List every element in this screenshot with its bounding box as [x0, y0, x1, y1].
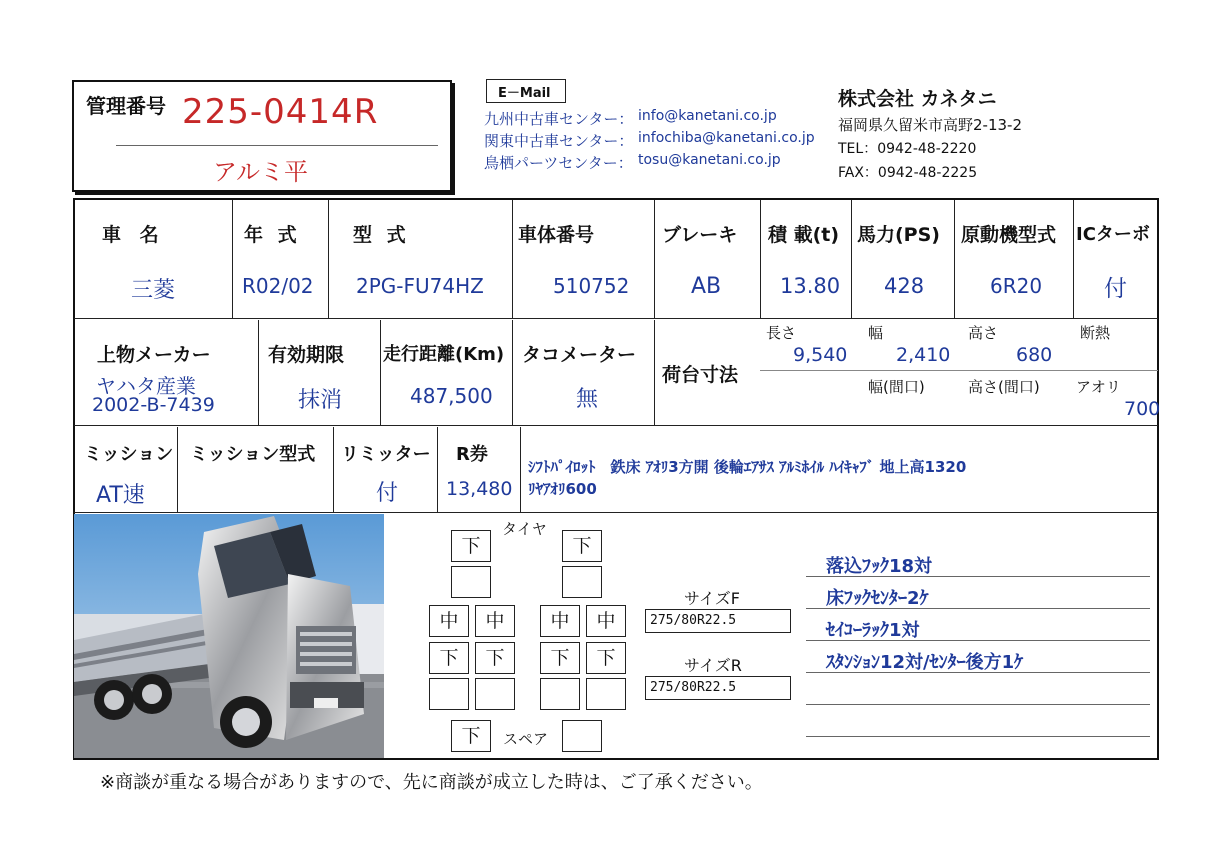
equipment-underline: [806, 640, 1150, 641]
value-width: 2,410: [896, 344, 951, 366]
tire-mid-4: 中: [586, 605, 626, 637]
equipment-underline: [806, 672, 1150, 673]
equipment-item: 落込ﾌｯｸ18対: [826, 556, 933, 577]
size-f-label: サイズF: [684, 589, 740, 608]
label-engine: 原動機型式: [961, 224, 1057, 246]
label-brake: ブレーキ: [662, 224, 738, 246]
row-divider-2: [74, 425, 1158, 426]
row-divider-3: [74, 512, 1158, 513]
tire-front-left-inner: [451, 566, 491, 598]
value-aori: 700: [1124, 398, 1161, 420]
value-length: 9,540: [793, 344, 848, 366]
value-height: 680: [1016, 344, 1053, 366]
equipment-underline: [806, 704, 1150, 705]
tire-rear-3: 下: [540, 642, 580, 674]
label-load: 積 載(t): [768, 224, 840, 246]
tire-rear-6: [475, 678, 515, 710]
r1-sep: [232, 200, 233, 318]
value-tachometer: 無: [576, 387, 599, 412]
body-type: アルミ平: [213, 158, 309, 186]
tire-mid-1: 中: [429, 605, 469, 637]
label-model: 型 式: [353, 224, 410, 246]
value-brake: AB: [691, 274, 722, 299]
r2-sep: [654, 320, 655, 425]
label-width: 幅: [868, 324, 884, 342]
kanri-number: 225-0414R: [182, 92, 379, 132]
label-r-ken: R券: [456, 444, 488, 465]
r2-sep: [258, 320, 259, 425]
equipment-item: ｽﾀﾝｼｮﾝ12対/ｾﾝﾀｰ後方1ｹ: [826, 652, 1024, 673]
value-chassis: 510752: [553, 274, 630, 298]
value-expiry: 抹消: [298, 388, 343, 413]
tire-rear-8: [586, 678, 626, 710]
value-hp: 428: [884, 274, 925, 298]
size-f-value: 275/80R22.5: [650, 613, 737, 628]
r1-sep: [328, 200, 329, 318]
r2-sep: [512, 320, 513, 425]
label-length: 長さ: [766, 324, 797, 342]
value-mission: AT速: [96, 483, 145, 508]
tire-mid-2: 中: [475, 605, 515, 637]
size-r-label: サイズR: [684, 656, 742, 675]
label-expiry: 有効期限: [268, 344, 345, 366]
equipment-underline: [806, 576, 1150, 577]
r3-sep: [177, 427, 178, 512]
value-mileage: 487,500: [410, 384, 493, 408]
label-mileage: 走行距離(Km): [383, 344, 505, 365]
company-tel: TEL：0942-48-2220: [838, 141, 977, 157]
contact-center-3: 鳥栖パーツセンター：: [484, 154, 633, 172]
r3-sep: [520, 427, 521, 512]
value-limiter: 付: [376, 481, 399, 506]
size-r-value: 275/80R22.5: [650, 680, 737, 695]
label-height-inner: 高さ(間口): [968, 378, 1040, 396]
equipment-item: ｾｲｺｰﾗｯｸ1対: [826, 620, 920, 641]
row-divider-1: [74, 318, 1158, 319]
label-ic-turbo: ICターボ: [1076, 224, 1150, 245]
email-label: E－Mail: [498, 86, 551, 101]
tire-mid-3: 中: [540, 605, 580, 637]
r2-sep: [380, 320, 381, 425]
label-hp: 馬力(PS): [857, 224, 940, 246]
value-body-maker: ヤハタ産業: [96, 374, 196, 398]
value-engine: 6R20: [990, 274, 1043, 298]
contact-center-2: 関東中古車センター：: [484, 132, 634, 150]
r1-sep: [1073, 200, 1074, 318]
label-tachometer: タコメーター: [522, 344, 637, 366]
value-year: R02/02: [242, 274, 314, 298]
label-width-inner: 幅(間口): [868, 378, 925, 396]
tire-spare-2: [562, 720, 602, 752]
company-address: 福岡県久留米市高野2-13-2: [838, 116, 1022, 134]
spare-label: スペア: [503, 730, 549, 748]
tire-label: タイヤ: [502, 520, 547, 538]
value-body-maker-code: 2002-B-7439: [92, 394, 215, 416]
value-car-name: 三菱: [131, 278, 176, 303]
contact-email-1[interactable]: info@kanetani.co.jp: [638, 108, 777, 124]
kanri-label: 管理番号: [86, 94, 166, 118]
company-name: 株式会社 カネタニ: [838, 88, 997, 110]
notes-line-1: ｼﾌﾄﾊﾟｲﾛｯﾄ 鉄床 ｱｵﾘ3方開 後輪ｴｱｻｽ ｱﾙﾐﾎｲﾙ ﾊｲｷｬﾌﾞ 地上高1320: [528, 458, 967, 476]
label-car-name: 車 名: [102, 224, 165, 246]
tire-rear-1: 下: [429, 642, 469, 674]
footer-note: ※商談が重なる場合がありますので、先に商談が成立した時は、ご了承ください。: [100, 772, 763, 793]
notes-line-2: ﾘﾔｱｵﾘ600: [528, 480, 597, 498]
r1-sep: [654, 200, 655, 318]
label-aori: アオリ: [1076, 378, 1121, 396]
contact-center-1: 九州中古車センター：: [484, 110, 634, 128]
value-ic-turbo: 付: [1104, 276, 1127, 302]
r1-sep: [512, 200, 513, 318]
label-mission: ミッション: [84, 444, 174, 465]
r3-sep: [333, 427, 334, 512]
r1-sep: [954, 200, 955, 318]
label-body-maker: 上物メーカー: [97, 344, 211, 366]
contact-email-2[interactable]: infochiba@kanetani.co.jp: [638, 130, 815, 146]
contact-email-3[interactable]: tosu@kanetani.co.jp: [638, 152, 781, 168]
label-mission-type: ミッション型式: [190, 444, 316, 465]
dims-mid-line: [760, 370, 1158, 371]
equipment-underline: [806, 608, 1150, 609]
value-load: 13.80: [780, 274, 841, 298]
label-year: 年 式: [244, 224, 301, 246]
label-height: 高さ: [968, 324, 999, 342]
tire-spare: 下: [451, 720, 491, 752]
tire-front-right: 下: [562, 530, 602, 562]
label-cargo-dims: 荷台寸法: [662, 364, 739, 386]
label-insulation: 断熱: [1080, 324, 1111, 342]
company-fax: FAX：0942-48-2225: [838, 165, 978, 181]
equipment-item: 床ﾌｯｸｾﾝﾀｰ2ｹ: [826, 588, 929, 609]
tire-front-right-inner: [562, 566, 602, 598]
label-limiter: リミッター: [341, 444, 431, 465]
r1-sep: [851, 200, 852, 318]
value-r-ken: 13,480: [446, 478, 513, 500]
truck-photo: [74, 514, 384, 758]
tire-rear-5: [429, 678, 469, 710]
tire-rear-4: 下: [586, 642, 626, 674]
kanri-divider: [116, 145, 438, 146]
label-chassis: 車体番号: [518, 224, 595, 246]
tire-rear-7: [540, 678, 580, 710]
tire-rear-2: 下: [475, 642, 515, 674]
value-model: 2PG-FU74HZ: [356, 274, 484, 298]
equipment-underline: [806, 736, 1150, 737]
tire-front-left: 下: [451, 530, 491, 562]
r3-sep: [437, 427, 438, 512]
r1-sep: [760, 200, 761, 318]
